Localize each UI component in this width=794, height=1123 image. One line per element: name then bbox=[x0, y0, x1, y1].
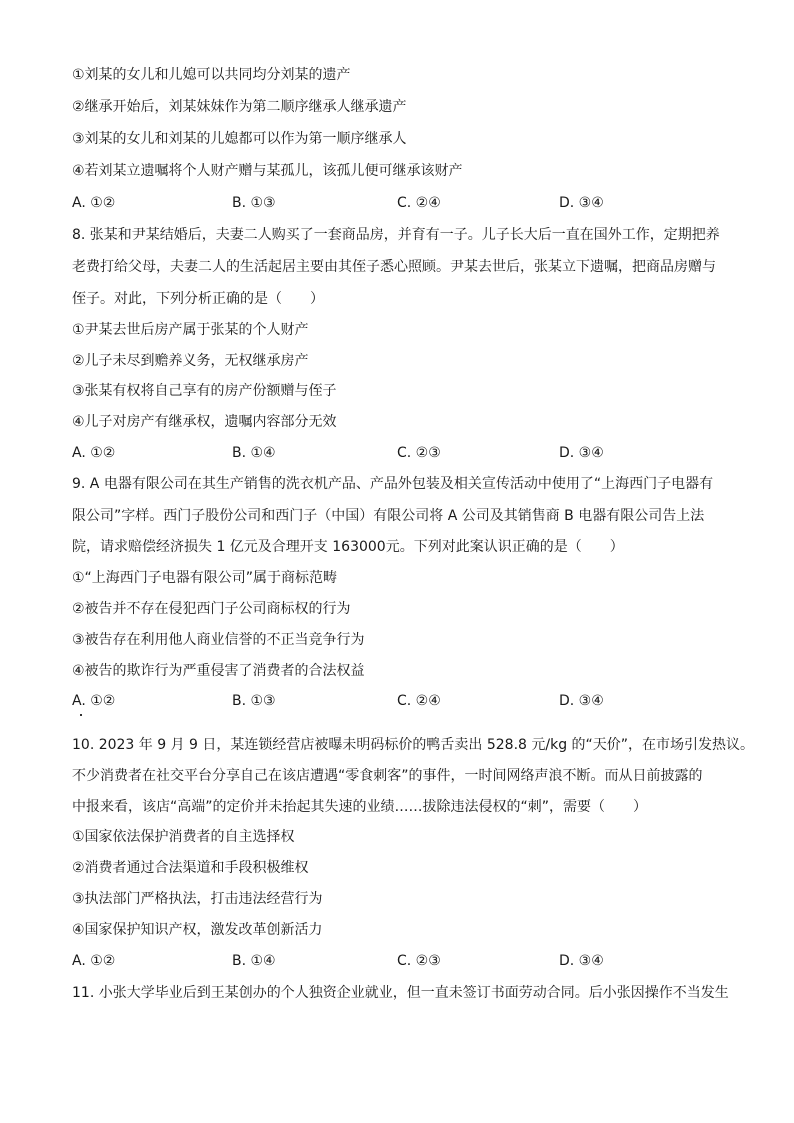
q9-stem-line-2: 限公司”字样。西门子股份公司和西门子（中国）有限公司将 A 公司及其销售商 B 电器有限公司告上法 bbox=[72, 508, 705, 524]
q8-statement-1: ①尹某去世后房产属于张某的个人财产 bbox=[72, 322, 309, 338]
q10-option-d: D. ③④ bbox=[559, 953, 604, 969]
q8-statement-2: ②儿子未尽到赡养义务，无权继承房产 bbox=[72, 353, 309, 369]
q8-option-b: B. ①④ bbox=[232, 445, 276, 461]
q10-option-c: C. ②③ bbox=[397, 953, 441, 969]
q8-stem-line-1: 8. 张某和尹某结婚后，夫妻二人购买了一套商品房，并育有一子。儿子长大后一直在国外工作，定期把养 bbox=[72, 227, 720, 243]
q9-stem-line-3: 院，请求赔偿经济损失 1 亿元及合理开支 163000元。下列对此案认识正确的是（ ） bbox=[72, 539, 624, 555]
q10-statement-1: ①国家依法保护消费者的自主选择权 bbox=[72, 829, 295, 845]
q9-option-a: A. ①② bbox=[72, 693, 116, 709]
q9-statement-3: ③被告存在利用他人商业信誉的不正当竞争行为 bbox=[72, 632, 365, 648]
q8-stem-line-3: 侄子。对此，下列分析正确的是（ ） bbox=[72, 291, 324, 307]
q9-option-b: B. ①③ bbox=[232, 693, 276, 709]
q9-option-c: C. ②④ bbox=[397, 693, 441, 709]
q9-stem-line-1: 9. A 电器有限公司在其生产销售的洗衣机产品、产品外包装及相关宣传活动中使用了“上海西门子电器有 bbox=[72, 476, 714, 492]
q7-option-d: D. ③④ bbox=[559, 195, 604, 211]
q10-statement-4: ④国家保护知识产权，激发改革创新活力 bbox=[72, 922, 323, 938]
q10-stem-line-3: 中报来看，该店“高端”的定价并未抬起其失速的业绩……拔除违法侵权的“刺”，需要（ ） bbox=[72, 799, 648, 815]
q8-option-c: C. ②③ bbox=[397, 445, 441, 461]
q9-option-d: D. ③④ bbox=[559, 693, 604, 709]
q7-statement-4: ④若刘某立遗嘱将个人财产赠与某孤儿，该孤儿便可继承该财产 bbox=[72, 163, 463, 179]
stray-mark bbox=[80, 714, 82, 716]
q7-option-b: B. ①③ bbox=[232, 195, 276, 211]
q8-option-d: D. ③④ bbox=[559, 445, 604, 461]
q7-statement-3: ③刘某的女儿和刘某的儿媳都可以作为第一顺序继承人 bbox=[72, 131, 407, 147]
q10-option-b: B. ①④ bbox=[232, 953, 276, 969]
q10-statement-2: ②消费者通过合法渠道和手段积极维权 bbox=[72, 860, 309, 876]
q7-option-c: C. ②④ bbox=[397, 195, 441, 211]
q7-option-a: A. ①② bbox=[72, 195, 116, 211]
q8-statement-3: ③张某有权将自己享有的房产份额赠与侄子 bbox=[72, 383, 337, 399]
q7-statement-1: ①刘某的女儿和儿媳可以共同均分刘某的遗产 bbox=[72, 67, 351, 83]
q9-statement-2: ②被告并不存在侵犯西门子公司商标权的行为 bbox=[72, 601, 351, 617]
q8-statement-4: ④儿子对房产有继承权，遗嘱内容部分无效 bbox=[72, 414, 337, 430]
q10-option-a: A. ①② bbox=[72, 953, 116, 969]
q8-stem-line-2: 老费打给父母，夫妻二人的生活起居主要由其侄子悉心照顾。尹某去世后，张某立下遗嘱，把商品房赠与 bbox=[72, 259, 716, 275]
q8-option-a: A. ①② bbox=[72, 445, 116, 461]
q9-statement-1: ①“上海西门子电器有限公司”属于商标范畴 bbox=[72, 570, 338, 586]
q11-stem-line-1: 11. 小张大学毕业后到王某创办的个人独资企业就业，但一直未签订书面劳动合同。后小张因操作不当发生 bbox=[72, 985, 729, 1001]
q7-statement-2: ②继承开始后，刘某妹妹作为第二顺序继承人继承遗产 bbox=[72, 99, 407, 115]
q9-statement-4: ④被告的欺诈行为严重侵害了消费者的合法权益 bbox=[72, 663, 365, 679]
q10-stem-line-2: 不少消费者在社交平台分享自己在该店遭遇“零食刺客”的事件，一时间网络声浪不断。而从日前披露的 bbox=[72, 768, 703, 784]
q10-stem-line-1: 10. 2023 年 9 月 9 日，某连锁经营店被曝未明码标价的鸭舌卖出 528.8 元/kg 的“天价”，在市场引发热议。 bbox=[72, 737, 755, 753]
q10-statement-3: ③执法部门严格执法，打击违法经营行为 bbox=[72, 891, 323, 907]
